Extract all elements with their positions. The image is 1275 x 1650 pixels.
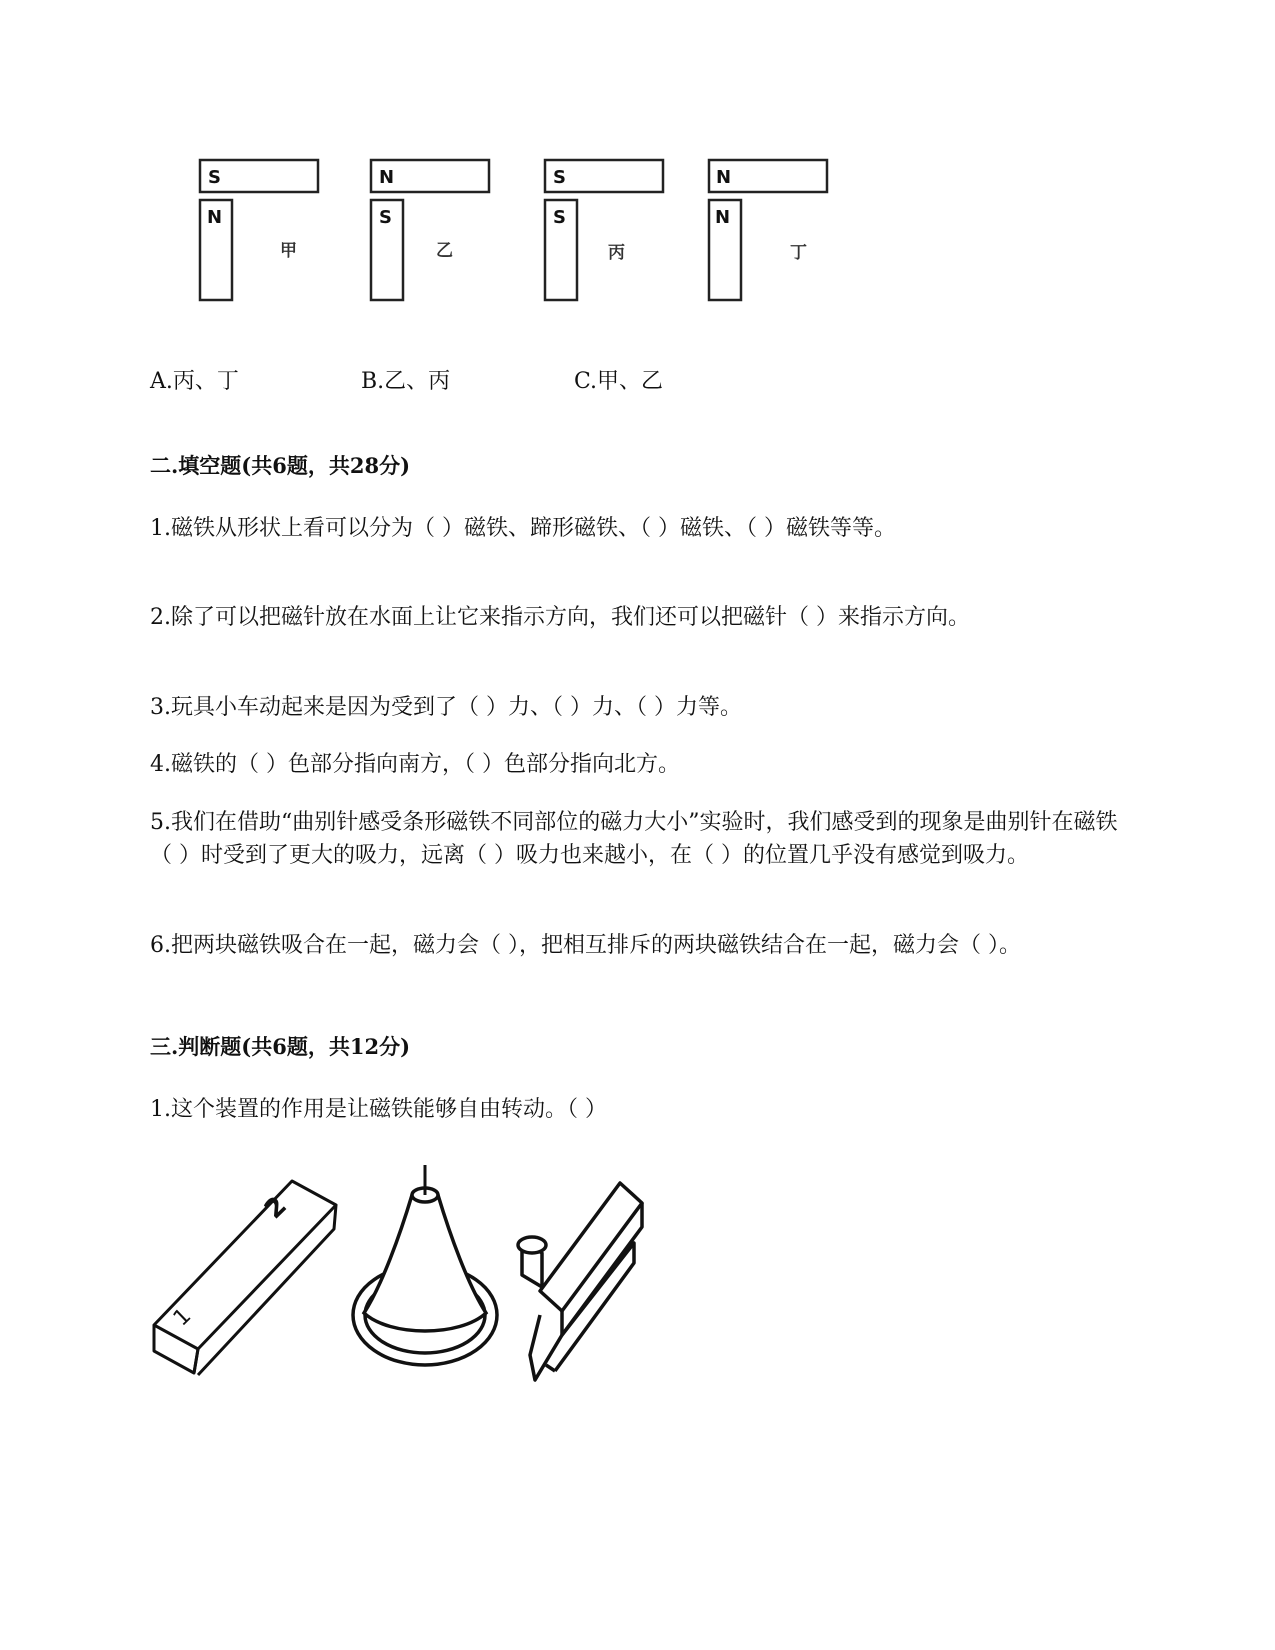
fill-question-5: 5.我们在借助“曲别针感受条形磁铁不同部位的磁力大小”实验时，我们感受到的现象是曲别针在磁铁（ ）时受到了更大的吸力，远离（ ）吸力也来越小，在（ ）的位置几乎没有感觉到吸力。 — [150, 810, 1118, 868]
judge-question-1: 1.这个装置的作用是让磁铁能够自由转动。（ ） — [150, 1097, 607, 1122]
option-a[interactable]: A.丙、丁 — [150, 369, 239, 394]
magnet-pairs-figure — [180, 150, 860, 310]
fill-question-4: 4.磁铁的（ ）色部分指向南方，（ ）色部分指向北方。 — [150, 752, 680, 777]
pole-label: S — [208, 167, 221, 188]
pole-label: S — [553, 207, 566, 228]
pair-name-label: 乙 — [436, 241, 453, 261]
pole-label: S — [553, 167, 566, 188]
clamp-holder-drawing — [518, 1183, 642, 1380]
pair-name-label: 甲 — [280, 241, 297, 261]
section3-title: 三.判断题(共6题，共12分) — [150, 1034, 411, 1059]
pole-label: N — [715, 207, 731, 228]
magnet-pair-ding — [709, 160, 827, 300]
option-c[interactable]: C.甲、乙 — [574, 369, 664, 394]
bar-magnet-drawing — [154, 1181, 336, 1375]
magnet-devices-figure — [150, 1165, 680, 1390]
fill-question-1: 1.磁铁从形状上看可以分为（ ）磁铁、蹄形磁铁、（ ）磁铁、（ ）磁铁等等。 — [150, 516, 896, 541]
pair-name-label: 丁 — [790, 243, 807, 263]
magnet-pair-yi — [371, 160, 489, 300]
pivot-stand-drawing — [353, 1165, 497, 1365]
fill-question-6: 6.把两块磁铁吸合在一起，磁力会（ ），把相互排斥的两块磁铁结合在一起，磁力会（ ）。 — [150, 933, 1021, 958]
option-b[interactable]: B.乙、丙 — [361, 369, 451, 394]
magnet-pair-jia — [200, 160, 318, 300]
fill-question-3: 3.玩具小车动起来是因为受到了（ ）力、（ ）力、（ ）力等。 — [150, 695, 742, 720]
pole-label: S — [379, 207, 392, 228]
magnet-pair-bing — [545, 160, 663, 300]
pole-label: N — [379, 167, 395, 188]
fill-question-2: 2.除了可以把磁针放在水面上让它来指示方向，我们还可以把磁针（ ）来指示方向。 — [150, 605, 970, 630]
bar-magnet-label-1: 1 — [168, 1303, 197, 1332]
pair-name-label: 丙 — [608, 243, 625, 263]
pole-label: N — [716, 167, 732, 188]
bar-magnet-label-2: 2 — [259, 1190, 293, 1226]
section2-title: 二.填空题(共6题，共28分) — [150, 453, 411, 478]
pole-label: N — [207, 207, 223, 228]
